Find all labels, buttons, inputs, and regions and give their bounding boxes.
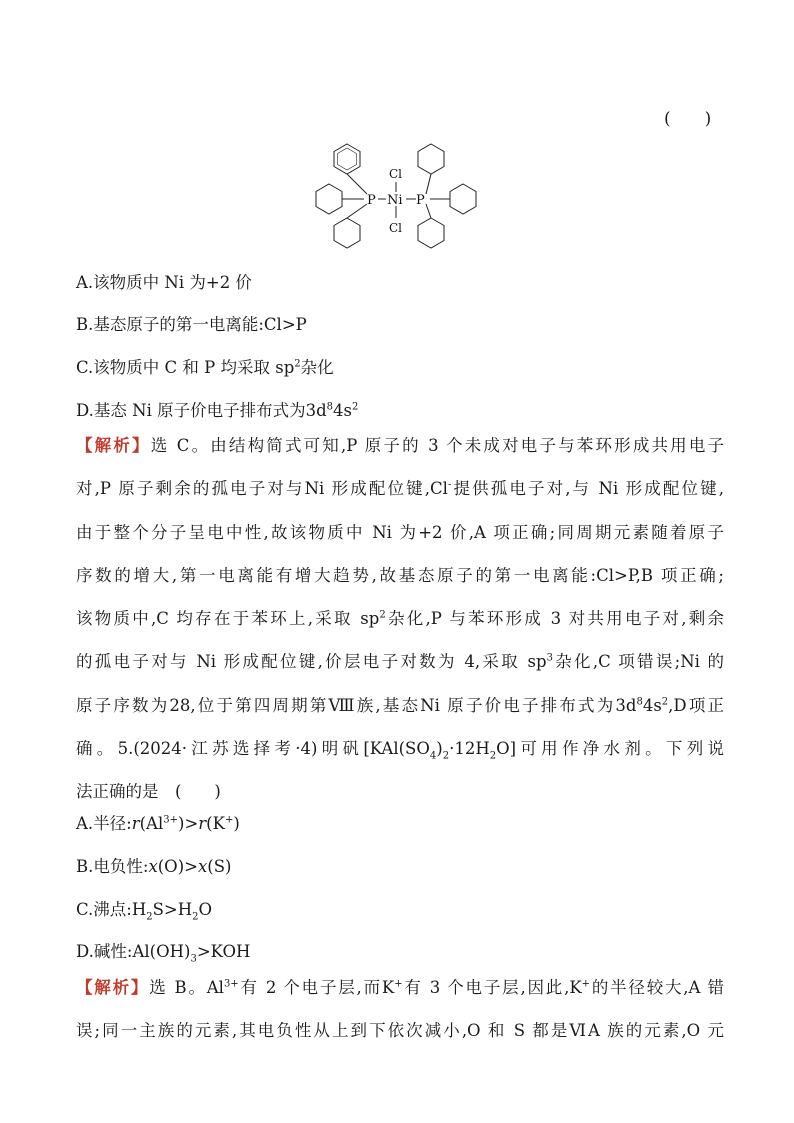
nickel-complex-structure-diagram bbox=[306, 140, 492, 252]
phenyl-ring bbox=[334, 144, 360, 174]
option-d: D.碱性$:Al(OH)_3>KOH$ bbox=[76, 942, 251, 965]
option-d: D.基态 Ni 原子价电子排布式为$3d^84s^2$ bbox=[76, 401, 359, 420]
phenyl-ring bbox=[418, 144, 444, 174]
option-c: C.沸点$:H_2S>H_2O$ bbox=[76, 900, 213, 923]
option-a: A.半径$:r(Al^{3+})>r(K^+)$ bbox=[76, 814, 240, 833]
analysis-paragraph-2: 【解析】选 B。$Al^{3+}$有 2 个电子层,而K+有 3 个电子层,因此,K+的半径较大,A 错 误;同一主族的元素,其电负性从上到下依次减小,O 和 S 都是ⅥA 族的元素,O 元 bbox=[76, 978, 725, 1041]
option-a: A.该物质中 Ni 为+2 价 bbox=[76, 273, 252, 292]
analysis-tag: 【解析】 bbox=[76, 436, 151, 455]
nickel-label: Ni bbox=[387, 193, 403, 208]
option-b: B.基态原子的第一电离能:Cl>P bbox=[76, 315, 307, 334]
option-b: B.电负性:x(O)>x(S) bbox=[76, 857, 232, 876]
analysis-tag: 【解析】 bbox=[76, 978, 150, 997]
phenyl-ring bbox=[334, 218, 360, 248]
phenyl-ring bbox=[316, 184, 342, 214]
chlorine-bottom-label: Cl bbox=[389, 221, 403, 235]
option-c: C.该物质中 C 和 P 均采取 $sp^2$杂化 bbox=[76, 358, 334, 377]
phenyl-ring bbox=[418, 218, 444, 248]
chlorine-top-label: Cl bbox=[389, 167, 403, 181]
analysis-paragraph-1: 【解析】选 C。由结构简式可知,P 原子的 3 个未成对电子与苯环形成共用电子 对,P 原子剩余的孤电子对与Ni 形成配位键,Cl-提供孤电子对,与 Ni 形成配位键, 由于整个分子呈电中性,故该物质中 Ni 为+2 价,A 项正确;同周期元素随着原子 序数的增大,第一电离能有增大趋势,故基态原子的第一电离能:Cl>P,B 项正确; 该物质中,C 均存在于苯环上,采取 $sp^2$杂化,P 与苯环形成 3 对共用电子对,剩余 的孤电子对与 Ni 形成配位键,价层电子对数为 4,采取 $sp^3$杂化,C 项错误;Ni 的 原子序数为28,位于第四周期第Ⅷ族,基态Ni 原子价电子排布式为$3d^84s^2,D$项正 确。5.(2024·江苏选择考·4)明矾$[KAl(SO_4)_2\cdot 12H_2O]$可用作净水剂。下列说 法正确的是 ( ) bbox=[76, 436, 725, 802]
phenyl-ring-inner bbox=[338, 148, 357, 170]
phosphorus-right-label: P bbox=[416, 193, 425, 208]
answer-blank-parentheses: ( ) bbox=[664, 109, 712, 129]
phosphorus-left-label: P bbox=[367, 193, 376, 208]
phenyl-ring bbox=[450, 184, 476, 214]
